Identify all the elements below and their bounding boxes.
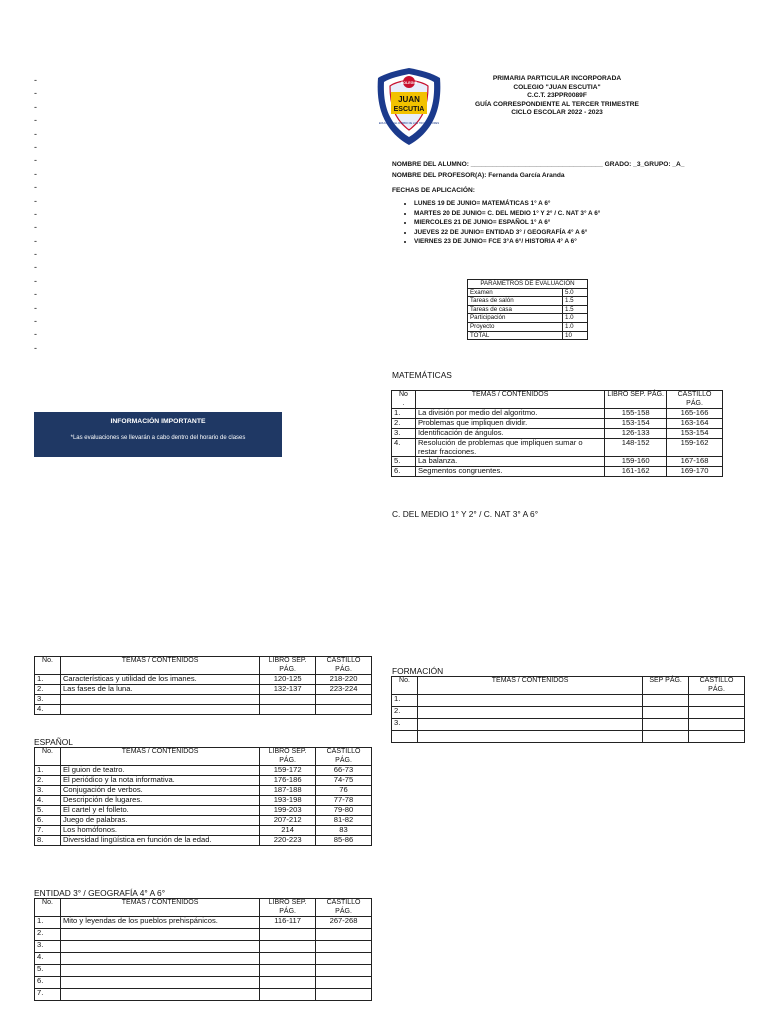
row-libro: 220-223: [260, 836, 316, 846]
col-castillo: CASTILLO PÁG.: [689, 677, 745, 695]
fecha-item: • MIERCOLES 21 DE JUNIO= ESPAÑOL 1° A 6°: [414, 218, 600, 228]
teacher-name-line: NOMBRE DEL PROFESOR(A): Fernanda García Aranda: [392, 172, 565, 179]
dash-item: -: [34, 88, 37, 99]
table-row: [35, 826, 372, 836]
table-row: [392, 719, 745, 731]
dash-item: -: [34, 262, 37, 273]
matematicas-title: MATEMÁTICAS: [392, 370, 452, 380]
param-value: 1.5: [563, 297, 588, 306]
dash-item: -: [34, 155, 37, 166]
dash-item: -: [34, 101, 37, 112]
row-castillo: 81-82: [316, 816, 372, 826]
svg-text:ESCUTIA: ESCUTIA: [393, 106, 425, 113]
row-libro: 148-152: [605, 439, 667, 457]
row-no: 3.: [35, 786, 61, 796]
row-libro: [260, 953, 316, 965]
row-tema: [417, 731, 642, 743]
table-row: [392, 409, 723, 419]
header-line-4: GUÍA CORRESPONDIENTE AL TERCER TRIMESTRE: [475, 100, 639, 108]
col-no: No .: [392, 391, 416, 409]
matematicas-table: [391, 390, 723, 477]
row-castillo: 66-73: [316, 766, 372, 776]
table-row: [35, 816, 372, 826]
row-no: [392, 731, 418, 743]
dash-item: -: [34, 249, 37, 260]
row-tema: [60, 941, 259, 953]
dash-item: -: [34, 141, 37, 152]
param-name: TOTAL: [468, 331, 563, 340]
row-libro: [643, 731, 689, 743]
row-tema: La balanza.: [415, 457, 604, 467]
table-row: [35, 941, 372, 953]
row-tema: Mito y leyendas de los pueblos prehispánicos.: [60, 917, 259, 929]
row-no: 8.: [35, 836, 61, 846]
row-tema: Problemas que impliquen dividir.: [415, 419, 604, 429]
col-libro: LIBRO SEP. PÁG.: [605, 391, 667, 409]
row-castillo: [689, 719, 745, 731]
dash-item: -: [34, 168, 37, 179]
dash-item: -: [34, 195, 37, 206]
table-row: [35, 695, 372, 705]
table-row: [35, 705, 372, 715]
row-tema: Descripción de lugares.: [60, 796, 259, 806]
row-tema: [60, 989, 259, 1001]
row-libro: 155-158: [605, 409, 667, 419]
row-no: 2.: [392, 419, 416, 429]
table-row: [392, 707, 745, 719]
row-no: 2.: [35, 929, 61, 941]
col-castillo: CASTILLO PÁG.: [316, 899, 372, 917]
param-value: 10: [563, 331, 588, 340]
header-line-5: CICLO ESCOLAR 2022 - 2023: [511, 109, 603, 117]
svg-text:COLEGIO: COLEGIO: [400, 81, 418, 85]
row-castillo: [316, 953, 372, 965]
row-castillo: [689, 707, 745, 719]
table-row: [35, 776, 372, 786]
row-no: 3.: [392, 429, 416, 439]
param-row: [468, 314, 588, 323]
row-tema: Resolución de problemas que impliquen sumar o restar fracciones.: [415, 439, 604, 457]
row-libro: [643, 707, 689, 719]
row-castillo: 153-154: [667, 429, 723, 439]
dash-item: -: [34, 302, 37, 313]
fechas-title: FECHAS DE APLICACIÓN:: [392, 187, 475, 194]
entidad-title: ENTIDAD 3° / GEOGRAFÍA 4° A 6°: [34, 888, 166, 898]
info-box: [34, 412, 282, 457]
dash-item: -: [34, 115, 37, 126]
table-row: [35, 989, 372, 1001]
row-tema: El cartel y el folleto.: [60, 806, 259, 816]
param-value: 1.0: [563, 314, 588, 323]
param-row: [468, 305, 588, 314]
col-temas: TEMAS / CONTENIDOS: [60, 748, 259, 766]
param-name: Examen: [468, 288, 563, 297]
row-no: 7.: [35, 826, 61, 836]
row-no: 3.: [35, 695, 61, 705]
row-castillo: 79-80: [316, 806, 372, 816]
row-tema: El guion de teatro.: [60, 766, 259, 776]
col-castillo: CASTILLO PÁG.: [667, 391, 723, 409]
row-no: 1.: [392, 695, 418, 707]
row-castillo: [316, 705, 372, 715]
row-castillo: [316, 977, 372, 989]
col-temas: TEMAS / CONTENIDOS: [415, 391, 604, 409]
param-value: 5.0: [563, 288, 588, 297]
param-value: 1.0: [563, 322, 588, 331]
param-row: [468, 288, 588, 297]
param-name: Proyecto: [468, 322, 563, 331]
parametros-table: [467, 279, 588, 340]
school-header: [392, 75, 722, 118]
svg-text:JUAN: JUAN: [398, 95, 420, 104]
col-temas: TEMAS / CONTENIDOS: [417, 677, 642, 695]
param-row: [468, 331, 588, 340]
row-no: 2.: [35, 685, 61, 695]
dash-item: -: [34, 222, 37, 233]
row-no: 4.: [35, 705, 61, 715]
table-row: [35, 953, 372, 965]
param-name: Participación: [468, 314, 563, 323]
col-libro: LIBRO SEP. PÁG.: [260, 657, 316, 675]
param-row: [468, 322, 588, 331]
entidad-table: [34, 898, 372, 1001]
row-castillo: 159-162: [667, 439, 723, 457]
row-libro: 126-133: [605, 429, 667, 439]
row-libro: [260, 989, 316, 1001]
table-row: [35, 965, 372, 977]
fecha-item: • JUEVES 22 DE JUNIO= ENTIDAD 3° / GEOGRAFÍA 4° A 6°: [414, 228, 600, 238]
row-castillo: 74-75: [316, 776, 372, 786]
row-libro: [260, 977, 316, 989]
row-libro: 153-154: [605, 419, 667, 429]
fechas-list: [398, 199, 600, 247]
table-row: [35, 685, 372, 695]
medio-title: C. DEL MEDIO 1° Y 2° / C. NAT 3° A 6°: [392, 509, 539, 519]
table-row: [35, 786, 372, 796]
dash-item: -: [34, 182, 37, 193]
col-no: No.: [35, 748, 61, 766]
param-name: Tareas de salón: [468, 297, 563, 306]
col-temas: TEMAS / CONTENIDOS: [60, 899, 259, 917]
dash-item: -: [34, 75, 37, 85]
row-libro: 207-212: [260, 816, 316, 826]
dash-list: [34, 74, 37, 355]
param-row: [468, 297, 588, 306]
row-libro: 159-172: [260, 766, 316, 776]
row-castillo: 83: [316, 826, 372, 836]
row-libro: 187-188: [260, 786, 316, 796]
formacion-title: FORMACIÓN: [392, 666, 444, 676]
student-info: [392, 159, 684, 181]
row-libro: 193-198: [260, 796, 316, 806]
row-no: 5.: [35, 965, 61, 977]
row-libro: 214: [260, 826, 316, 836]
row-libro: [260, 965, 316, 977]
row-no: 1.: [35, 675, 61, 685]
table-row: [35, 977, 372, 989]
row-castillo: 167-168: [667, 457, 723, 467]
param-name: Tareas de casa: [468, 305, 563, 314]
col-no: No.: [35, 899, 61, 917]
table-row: [35, 766, 372, 776]
row-tema: Características y utilidad de los imanes.: [60, 675, 259, 685]
row-no: 1.: [35, 766, 61, 776]
fecha-item: • MARTES 20 DE JUNIO= C. DEL MEDIO 1° Y 2° / C. NAT 3° A 6°: [414, 209, 600, 219]
formacion-table: [391, 676, 745, 743]
param-value: 1.5: [563, 305, 588, 314]
row-libro: [643, 719, 689, 731]
table-row: [35, 675, 372, 685]
row-libro: 116-117: [260, 917, 316, 929]
dash-item: -: [34, 342, 37, 353]
row-libro: [643, 695, 689, 707]
row-libro: [260, 941, 316, 953]
row-castillo: 218-220: [316, 675, 372, 685]
header-line-2: COLEGIO "JUAN ESCUTIA": [513, 83, 601, 91]
medio-table: [34, 656, 372, 715]
col-libro: LIBRO SEP. PÁG.: [260, 748, 316, 766]
table-row: [392, 467, 723, 477]
row-no: 1.: [35, 917, 61, 929]
row-no: 4.: [35, 953, 61, 965]
row-castillo: [316, 989, 372, 1001]
row-no: 4.: [35, 796, 61, 806]
row-castillo: [316, 965, 372, 977]
row-no: 3.: [392, 719, 418, 731]
row-no: 5.: [392, 457, 416, 467]
table-row: [392, 429, 723, 439]
student-name-line: NOMBRE DEL ALUMNO: ____________________________________ GRADO: _3_GRUPO: _A_: [392, 161, 685, 168]
row-tema: [417, 695, 642, 707]
row-castillo: 165-166: [667, 409, 723, 419]
row-tema: Segmentos congruentes.: [415, 467, 604, 477]
table-row: [392, 695, 745, 707]
row-no: 7.: [35, 989, 61, 1001]
row-libro: 159-160: [605, 457, 667, 467]
row-no: 2.: [35, 776, 61, 786]
row-castillo: 163-164: [667, 419, 723, 429]
row-libro: [260, 705, 316, 715]
row-tema: [60, 965, 259, 977]
row-no: 3.: [35, 941, 61, 953]
row-tema: Conjugación de verbos.: [60, 786, 259, 796]
dash-item: -: [34, 128, 37, 139]
row-no: 5.: [35, 806, 61, 816]
espanol-table: [34, 747, 372, 846]
row-tema: [60, 929, 259, 941]
table-row: [35, 917, 372, 929]
dash-item: -: [34, 329, 37, 340]
svg-text:EDUCANDO EL RUMBO DE LOS TRIUN: EDUCANDO EL RUMBO DE LOS TRIUNFADORES: [378, 122, 440, 125]
row-tema: [417, 707, 642, 719]
table-row: [392, 731, 745, 743]
table-row: [392, 439, 723, 457]
row-tema: [60, 695, 259, 705]
row-tema: Las fases de la luna.: [60, 685, 259, 695]
row-tema: Juego de palabras.: [60, 816, 259, 826]
row-libro: [260, 929, 316, 941]
row-tema: [60, 705, 259, 715]
row-tema: [60, 977, 259, 989]
row-castillo: [689, 731, 745, 743]
dash-item: -: [34, 316, 37, 327]
row-libro: 199-203: [260, 806, 316, 816]
parametros-title: PARÁMETROS DE EVALUACIÓN: [468, 280, 588, 289]
table-row: [392, 457, 723, 467]
row-tema: La división por medio del algoritmo.: [415, 409, 604, 419]
row-libro: [260, 695, 316, 705]
row-castillo: [316, 929, 372, 941]
row-libro: 132-137: [260, 685, 316, 695]
row-no: 6.: [35, 977, 61, 989]
row-no: 6.: [392, 467, 416, 477]
table-row: [35, 806, 372, 816]
row-libro: 120-125: [260, 675, 316, 685]
row-no: 2.: [392, 707, 418, 719]
table-row: [35, 796, 372, 806]
col-libro: LIBRO SEP. PÁG.: [260, 899, 316, 917]
table-row: [35, 836, 372, 846]
dash-item: -: [34, 275, 37, 286]
col-sep: SEP PÁG.: [643, 677, 689, 695]
table-row: [35, 929, 372, 941]
col-temas: TEMAS / CONTENIDOS: [60, 657, 259, 675]
table-row: [392, 419, 723, 429]
header-line-3: C.C.T. 23PPR0089F: [527, 92, 587, 100]
dash-item: -: [34, 235, 37, 246]
row-castillo: [316, 941, 372, 953]
row-libro: 161-162: [605, 467, 667, 477]
row-no: 6.: [35, 816, 61, 826]
row-tema: Identificación de ángulos.: [415, 429, 604, 439]
row-castillo: [689, 695, 745, 707]
info-title: INFORMACIÓN IMPORTANTE: [110, 418, 206, 425]
fecha-item: • VIERNES 23 DE JUNIO= FCE 3°A 6°/ HISTORIA 4° A 6°: [414, 237, 600, 247]
row-castillo: 76: [316, 786, 372, 796]
fecha-item: • LUNES 19 DE JUNIO= MATEMÁTICAS 1° A 6°: [414, 199, 600, 209]
header-line-1: PRIMARIA PARTICULAR INCORPORADA: [492, 75, 622, 82]
row-castillo: [316, 695, 372, 705]
row-no: 4.: [392, 439, 416, 457]
row-castillo: 223-224: [316, 685, 372, 695]
row-tema: El periódico y la nota informativa.: [60, 776, 259, 786]
info-text: *Las evaluaciones se llevarán a cabo dentro del horario de clases: [70, 435, 246, 441]
row-castillo: 169-170: [667, 467, 723, 477]
dash-item: -: [34, 208, 37, 219]
col-no: No.: [35, 657, 61, 675]
row-tema: [417, 719, 642, 731]
row-libro: 176-186: [260, 776, 316, 786]
row-tema: Diversidad lingüística en función de la edad.: [60, 836, 259, 846]
col-castillo: CASTILLO PÁG.: [316, 657, 372, 675]
row-tema: [60, 953, 259, 965]
dash-item: -: [34, 289, 37, 300]
espanol-title: ESPAÑOL: [34, 737, 73, 747]
row-castillo: 267-268: [316, 917, 372, 929]
row-castillo: 85-86: [316, 836, 372, 846]
col-castillo: CASTILLO PÁG.: [316, 748, 372, 766]
row-tema: Los homófonos.: [60, 826, 259, 836]
row-no: 1.: [392, 409, 416, 419]
row-castillo: 77-78: [316, 796, 372, 806]
col-no: No.: [392, 677, 418, 695]
